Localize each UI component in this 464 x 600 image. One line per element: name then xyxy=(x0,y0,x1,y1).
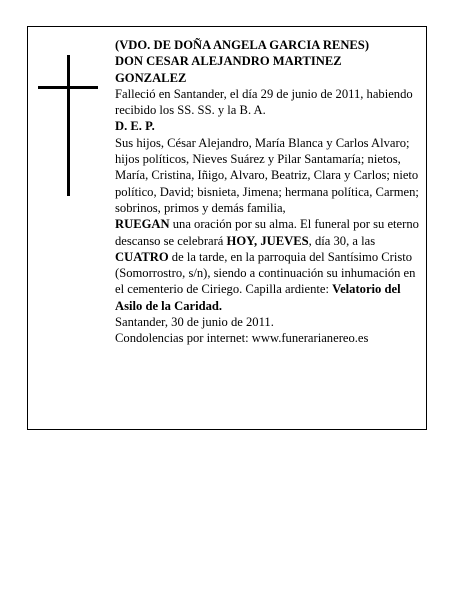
ruegan-word: RUEGAN xyxy=(115,217,170,232)
deceased-name-line-1: DON CESAR ALEJANDRO MARTINEZ xyxy=(115,54,342,69)
funeral-hour: CUATRO xyxy=(115,249,169,264)
cross-icon-vertical-bar xyxy=(67,55,70,196)
funeral-paragraph xyxy=(115,216,420,314)
condolences-line: Condolencias por internet: www.funerarianereo.es xyxy=(115,331,369,346)
funeral-text-2: , día 30, a las xyxy=(308,233,376,248)
funeral-day: HOY, JUEVES xyxy=(226,233,309,248)
funeral-text-1: una oración por su alma. El funeral por su eterno descanso se celebrará xyxy=(115,217,419,248)
chapel-name: Velatorio del Asilo de la Caridad. xyxy=(115,282,401,313)
dep-heading: D. E. P. xyxy=(115,119,155,134)
widower-line: (VDO. DE DOÑA ANGELA GARCIA RENES) xyxy=(115,38,370,52)
date-place-line: Santander, 30 de junio de 2011. xyxy=(115,315,274,330)
deceased-name-line-2: GONZALEZ xyxy=(115,70,187,85)
funeral-text-3: de la tarde, en la parroquia del Santísimo Cristo (Somorrostro, s/n), siendo a continuación su inhumación en el cementerio de Ciriego. Capilla ardiente: xyxy=(115,249,416,297)
death-statement: Falleció en Santander, el día 29 de junio de 2011, habiendo recibido los SS. SS. y la B. A. xyxy=(115,86,413,118)
cross-icon-horizontal-bar xyxy=(38,86,98,89)
obituary-text-block xyxy=(115,37,420,347)
family-list: Sus hijos, César Alejandro, María Blanca y Carlos Alvaro; hijos políticos, Nieves Suárez y Pilar Santamaría; nietos, María, Cristina, Iñigo, Alvaro, Beatriz, Clara y Carlos; nieto político, David; bisnieta, Jimena; hermana política, Carmen; sobrinos, primos y demás familia, xyxy=(115,135,419,215)
